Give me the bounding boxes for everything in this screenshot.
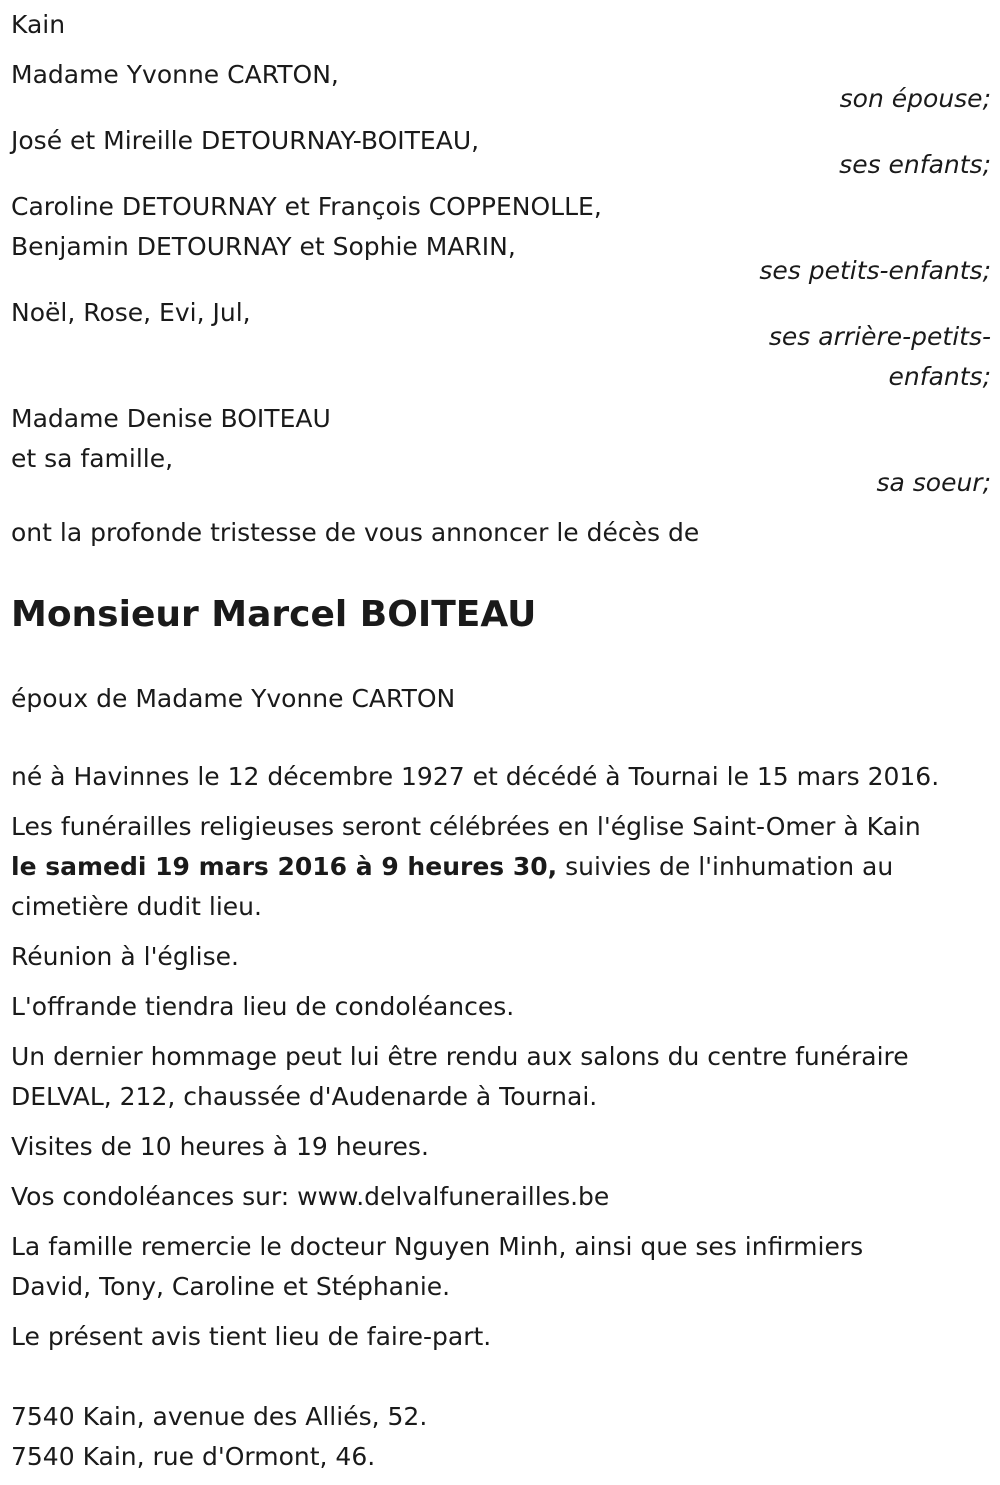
family-names: Noël, Rose, Evi, Jul, xyxy=(11,298,251,327)
family-group-spouse xyxy=(11,55,991,119)
family-group-sister xyxy=(11,399,991,503)
funeral-date: le samedi 19 mars 2016 à 9 heures 30, xyxy=(11,852,558,881)
family-group-great-grandchildren xyxy=(11,293,991,397)
family-names: José et Mireille DETOURNAY-BOITEAU, xyxy=(11,126,480,155)
announcement-text: ont la profonde tristesse de vous annoncer le décès de xyxy=(11,518,700,547)
remerciements-paragraph xyxy=(11,1227,991,1307)
family-names: et sa famille, xyxy=(11,444,174,473)
obituary-notice xyxy=(11,5,991,1477)
family-role: enfants; xyxy=(888,362,991,391)
family-names: Caroline DETOURNAY et François COPPENOLLE, xyxy=(11,192,602,221)
faire-part-text: Le présent avis tient lieu de faire-part. xyxy=(11,1322,492,1351)
remerciements-line1: La famille remercie le docteur Nguyen Minh, ainsi que ses infirmiers xyxy=(11,1232,864,1261)
family-role: ses petits-enfants; xyxy=(759,256,991,285)
reunion-text: Réunion à l'église. xyxy=(11,942,239,971)
family-names: Benjamin DETOURNAY et Sophie MARIN, xyxy=(11,232,516,261)
funeral-date-line xyxy=(11,847,991,887)
family-role: ses enfants; xyxy=(839,150,991,179)
addresses xyxy=(11,1397,991,1477)
remerciements-line2: David, Tony, Caroline et Stéphanie. xyxy=(11,1272,451,1301)
funeral-rest: suivies de l'inhumation au xyxy=(557,852,894,881)
funeral-rest2: cimetière dudit lieu. xyxy=(11,892,262,921)
place-heading: Kain xyxy=(11,10,66,39)
hommage-line2: DELVAL, 212, chaussée d'Audenarde à Tournai. xyxy=(11,1082,598,1111)
family-names: Madame Yvonne CARTON, xyxy=(11,60,339,89)
family-group-children xyxy=(11,121,991,185)
hommage-paragraph xyxy=(11,1037,991,1117)
offrande-text: L'offrande tiendra lieu de condoléances. xyxy=(11,992,515,1021)
deceased-name: Monsieur Marcel BOITEAU xyxy=(11,594,537,635)
condoleances-text: Vos condoléances sur: www.delvalfunerailles.be xyxy=(11,1182,610,1211)
address-line: 7540 Kain, rue d'Ormont, 46. xyxy=(11,1442,376,1471)
visites-text: Visites de 10 heures à 19 heures. xyxy=(11,1132,429,1161)
family-names: Madame Denise BOITEAU xyxy=(11,404,331,433)
address-line: 7540 Kain, avenue des Alliés, 52. xyxy=(11,1402,428,1431)
family-group-grandchildren xyxy=(11,187,991,291)
funeral-paragraph xyxy=(11,807,991,927)
family-role: ses arrière-petits- xyxy=(768,322,991,351)
hommage-line1: Un dernier hommage peut lui être rendu aux salons du centre funéraire xyxy=(11,1042,909,1071)
spouse-line: époux de Madame Yvonne CARTON xyxy=(11,684,456,713)
family-role: son épouse; xyxy=(839,84,991,113)
family-role: sa soeur; xyxy=(876,468,991,497)
birth-death-line: né à Havinnes le 12 décembre 1927 et décédé à Tournai le 15 mars 2016. xyxy=(11,762,940,791)
funeral-intro: Les funérailles religieuses seront célébrées en l'église Saint-Omer à Kain xyxy=(11,812,921,841)
